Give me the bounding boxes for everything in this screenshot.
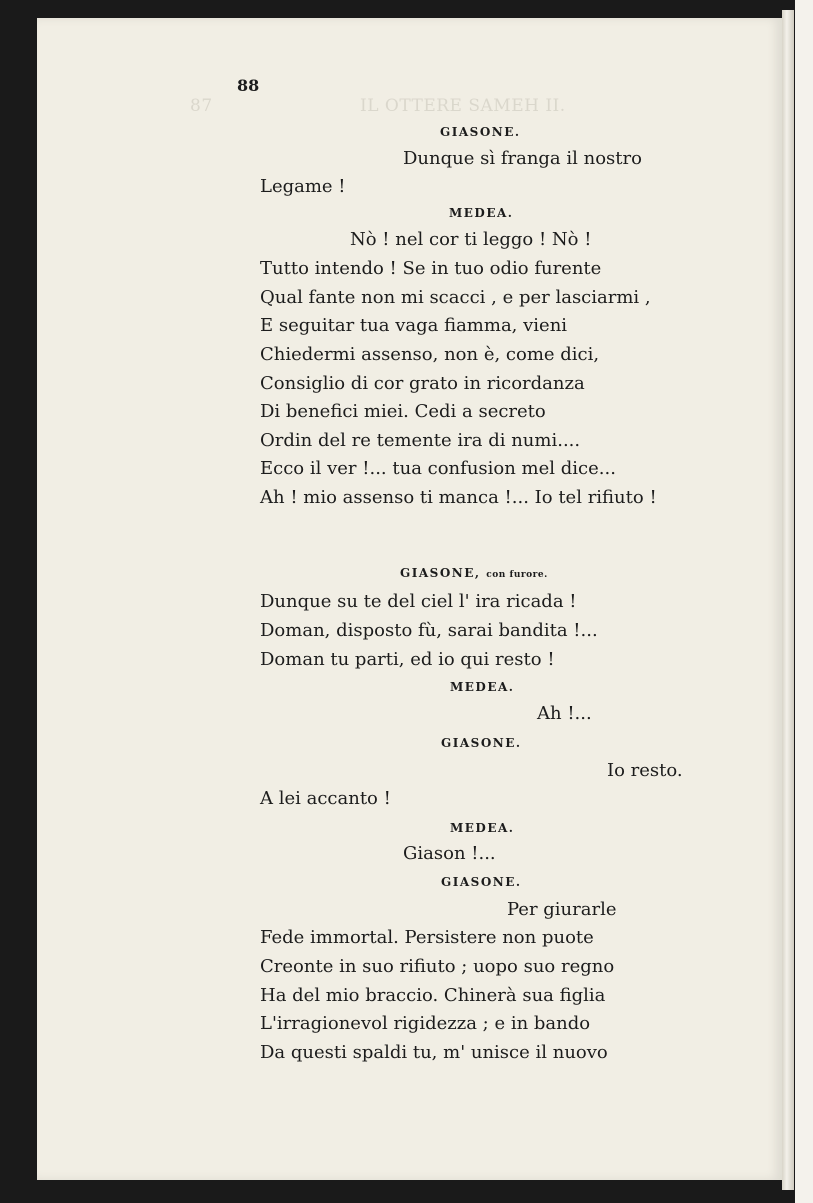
verse-line: A lei accanto !	[260, 788, 391, 809]
speaker-name: MEDEA.	[450, 680, 515, 694]
verse-line: Ecco il ver !... tua confusion mel dice...	[260, 458, 616, 479]
verse-line: Dunque su te del ciel l' ira ricada !	[260, 591, 577, 612]
verse-line: Consiglio di cor grato in ricordanza	[260, 373, 585, 394]
speaker-name	[400, 566, 548, 580]
next-page-sliver	[795, 0, 813, 1203]
speaker-name: GIASONE.	[441, 736, 522, 750]
verse-line: Ah ! mio assenso ti manca !... Io tel rifiuto !	[260, 487, 657, 508]
verse-line: Doman, disposto fù, sarai bandita !...	[260, 620, 598, 641]
verse-line: Creonte in suo rifiuto ; uopo suo regno	[260, 956, 615, 977]
verse-line: Ah !...	[537, 703, 592, 724]
speaker-name: GIASONE.	[441, 875, 522, 889]
verse-line: Nò ! nel cor ti leggo ! Nò !	[350, 229, 592, 250]
verse-line: Io resto.	[607, 760, 683, 781]
verse-line: Giason !...	[403, 843, 496, 864]
verse-line: Per giurarle	[507, 899, 617, 920]
page-edge	[782, 10, 794, 1190]
show-through-header: IL OTTERE SAMEH II.	[360, 96, 566, 116]
verse-line: Fede immortal. Persistere non puote	[260, 927, 594, 948]
verse-line: Chiedermi assenso, non è, come dici,	[260, 344, 600, 365]
verse-line: Di benefici miei. Cedi a secreto	[260, 401, 546, 422]
verse-line: L'irragionevol rigidezza ; e in bando	[260, 1013, 591, 1034]
speaker-name-text: GIASONE,	[400, 566, 481, 580]
speaker-name: GIASONE.	[440, 125, 521, 139]
show-through-page-number: 87	[190, 96, 213, 116]
verse-line: Legame !	[260, 176, 346, 197]
verse-line: Dunque sì franga il nostro	[403, 148, 642, 169]
speaker-name: MEDEA.	[449, 206, 514, 220]
page-number: 88	[237, 76, 260, 95]
verse-line: E seguitar tua vaga fiamma, vieni	[260, 315, 568, 336]
verse-line: Da questi spaldi tu, m' unisce il nuovo	[260, 1042, 608, 1063]
verse-line: Doman tu parti, ed io qui resto !	[260, 649, 555, 670]
verse-line: Qual fante non mi scacci , e per lasciarmi ,	[260, 287, 651, 308]
verse-line: Ordin del re temente ira di numi....	[260, 430, 581, 451]
verse-line: Tutto intendo ! Se in tuo odio furente	[260, 258, 602, 279]
speaker-name: MEDEA.	[450, 821, 515, 835]
stage-direction: con furore.	[486, 570, 548, 580]
verse-line: Ha del mio braccio. Chinerà sua figlia	[260, 985, 606, 1006]
